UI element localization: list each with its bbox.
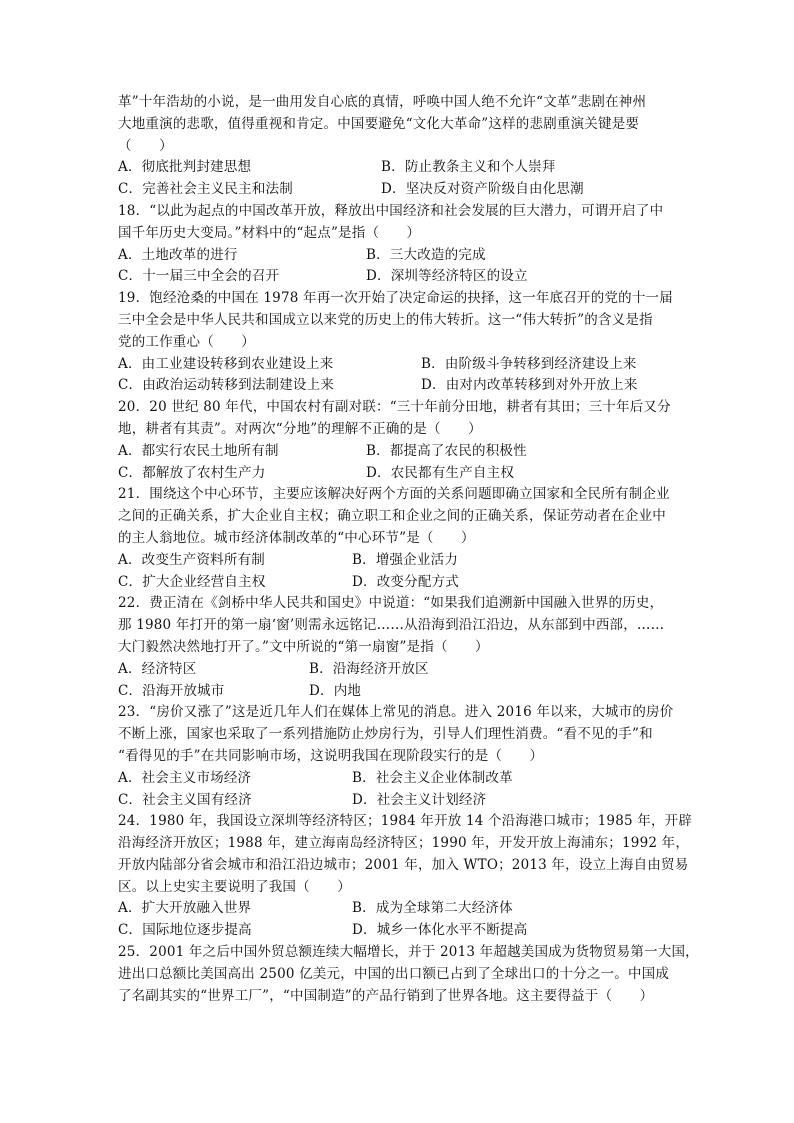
option-row	[118, 266, 683, 288]
option-c[interactable]: C．完善社会主义民主和法制	[118, 181, 293, 198]
option-a[interactable]: A．社会主义市场经济	[118, 769, 252, 786]
option-row	[118, 375, 683, 397]
question-text-line: 22．费正清在《剑桥中华人民共和国史》中说道：“如果我们追溯新中国融入世界的历史，	[118, 595, 664, 612]
option-d[interactable]: D．社会主义计划经济	[352, 791, 487, 808]
question-23	[118, 702, 683, 811]
question-text-line: 18．“以此为起点的中国改革开放，释放出中国经济和社会发展的巨大潜力，可谓开启了中	[118, 202, 664, 219]
question-21	[118, 484, 683, 593]
question-18	[118, 201, 683, 288]
question-text-line: 革”十年浩劫的小说，是一曲用发自心底的真情，呼唤中国人绝不允许“文革”悲剧在神州	[118, 94, 647, 110]
option-row	[118, 354, 683, 376]
question-text-line: 20．20 世纪 80 年代，中国农村有副对联：“三十年前分田地，耕者有其田；三十年后又分	[118, 399, 671, 416]
question-text-line: 了名副其实的“世界工厂”，“中国制造”的产品行销到了世界各地。这主要得益于（ ）	[118, 987, 654, 1004]
option-row	[118, 920, 683, 942]
option-a[interactable]: A．彻底批判封建思想	[118, 159, 252, 176]
option-d[interactable]: D．农民都有生产自主权	[366, 464, 515, 481]
exam-page	[118, 92, 699, 1007]
option-c[interactable]: C．十一届三中全会的召开	[118, 268, 280, 285]
option-d[interactable]: D．坚决反对资产阶级自由化思潮	[381, 181, 584, 198]
option-row	[118, 572, 683, 594]
question-text-line: 沿海经济开放区；1988 年，建立海南岛经济特区；1990 年，开发开放上海浦东；1992 年，	[118, 835, 690, 852]
question-text-line: 国千年历史大变局。”材料中的“起点”是指（ ）	[118, 224, 421, 241]
question-text-line: “看得见的手”在共同影响市场，这说明我国在现阶段实行的是（ ）	[118, 747, 544, 764]
question-text-line: 大门毅然决然地打开了。”文中所说的“第一扇窗”是指（ ）	[118, 638, 489, 655]
question-text-line: 三中全会是中华人民共和国成立以来党的历史上的伟大转折。这一“伟大转折”的含义是指	[118, 311, 653, 328]
option-a[interactable]: A．土地改革的进行	[118, 246, 238, 263]
question-text-line: 21．围绕这个中心环节，主要应该解决好两个方面的关系问题即确立国家和全民所有制企业	[118, 486, 670, 503]
question-text-line: 的主人翁地位。城市经济体制改革的“中心环节”是（ ）	[118, 529, 475, 546]
option-b[interactable]: B．由阶级斗争转移到经济建设上来	[421, 355, 637, 372]
option-d[interactable]: D．由对内改革转移到对外开放上来	[421, 377, 638, 394]
option-b[interactable]: B．三大改造的完成	[366, 246, 486, 263]
question-text-line: 24．1980 年，我国设立深圳等经济特区；1984 年开放 14 个沿海港口城市；1985 年，开辟	[118, 813, 693, 830]
option-d[interactable]: D．内地	[309, 682, 362, 699]
question-22	[118, 593, 683, 702]
option-a[interactable]: A．都实行农民土地所有制	[118, 442, 279, 459]
question-text-line: 地，耕者有其责”。对两次“分地”的理解不正确的是（ ）	[118, 420, 482, 437]
option-row	[118, 659, 683, 681]
question-19	[118, 288, 683, 397]
option-a[interactable]: A．扩大开放融入世界	[118, 900, 252, 917]
question-text-line: 那 1980 年打开的第一扇‘窗’则需永远铭记……从沿海到沿江沿边，从东部到中西部，……	[118, 617, 665, 634]
option-row	[118, 790, 683, 812]
option-row	[118, 245, 683, 267]
question-text-line: 开放内陆部分省会城市和沿江沿边城市；2001 年，加入 WTO；2013 年，设立上海自由贸易	[118, 856, 689, 873]
option-c[interactable]: C．都解放了农村生产力	[118, 464, 266, 481]
option-b[interactable]: B．增强企业活力	[352, 551, 459, 568]
option-row	[118, 441, 683, 463]
option-row	[118, 550, 683, 572]
question-text-line: 党的工作重心（ ）	[118, 333, 255, 350]
option-c[interactable]: C．社会主义国有经济	[118, 791, 252, 808]
question-17-continuation	[118, 92, 683, 201]
option-a[interactable]: A．由工业建设转移到农业建设上来	[118, 355, 334, 372]
option-b[interactable]: B．都提高了农民的积极性	[366, 442, 527, 459]
question-20	[118, 397, 683, 484]
question-text-line: 19．饱经沧桑的中国在 1978 年再一次开始了决定命运的抉择，这一年底召开的党的十一届	[118, 290, 673, 307]
question-24	[118, 811, 693, 942]
question-text-line: 大地重演的悲歌，值得重视和肯定。中国要避免“文化大革命”这样的悲剧重演关键是要	[118, 115, 640, 132]
question-25	[118, 942, 699, 1007]
option-b[interactable]: B．防止教条主义和个人崇拜	[381, 159, 556, 176]
question-text-line: 区。以上史实主要说明了我国（ ）	[118, 878, 351, 895]
option-a[interactable]: A．改变生产资料所有制	[118, 551, 265, 568]
question-text-line: （ ）	[118, 137, 173, 154]
option-b[interactable]: B．成为全球第二大经济体	[352, 900, 513, 917]
option-row	[118, 681, 683, 703]
option-row	[118, 768, 683, 790]
option-c[interactable]: C．国际地位逐步提高	[118, 922, 252, 939]
option-row	[118, 179, 683, 201]
question-text-line: 25．2001 年之后中国外贸总额连续大幅增长，并于 2013 年超越美国成为货物贸易第一大国，	[118, 944, 699, 961]
option-b[interactable]: B．社会主义企业体制改革	[352, 769, 513, 786]
option-row	[118, 463, 683, 485]
option-d[interactable]: D．改变分配方式	[352, 573, 459, 590]
option-row	[118, 898, 683, 920]
option-c[interactable]: C．由政治运动转移到法制建设上来	[118, 377, 335, 394]
question-text-line: 23．“房价又涨了”这是近几年人们在媒体上常见的消息。进入 2016 年以来，大城市的房价	[118, 704, 674, 721]
option-row	[118, 157, 683, 179]
option-b[interactable]: B．沿海经济开放区	[309, 660, 429, 677]
option-c[interactable]: C．扩大企业经营自主权	[118, 573, 266, 590]
option-d[interactable]: D．城乡一体化水平不断提高	[352, 922, 528, 939]
option-c[interactable]: C．沿海开放城市	[118, 682, 225, 699]
option-a[interactable]: A．经济特区	[118, 660, 197, 677]
question-text-line: 之间的正确关系，扩大企业自主权；确立职工和企业之间的正确关系，保证劳动者在企业中	[118, 508, 666, 525]
question-text-line: 不断上涨，国家也采取了一系列措施防止炒房行为，引导人们理性消费。“看不见的手”和	[118, 726, 653, 743]
option-d[interactable]: D．深圳等经济特区的设立	[366, 268, 528, 285]
question-text-line: 进出口总额比美国高出 2500 亿美元，中国的出口额已占到了全球出口的十分之一。中国成	[118, 965, 670, 982]
